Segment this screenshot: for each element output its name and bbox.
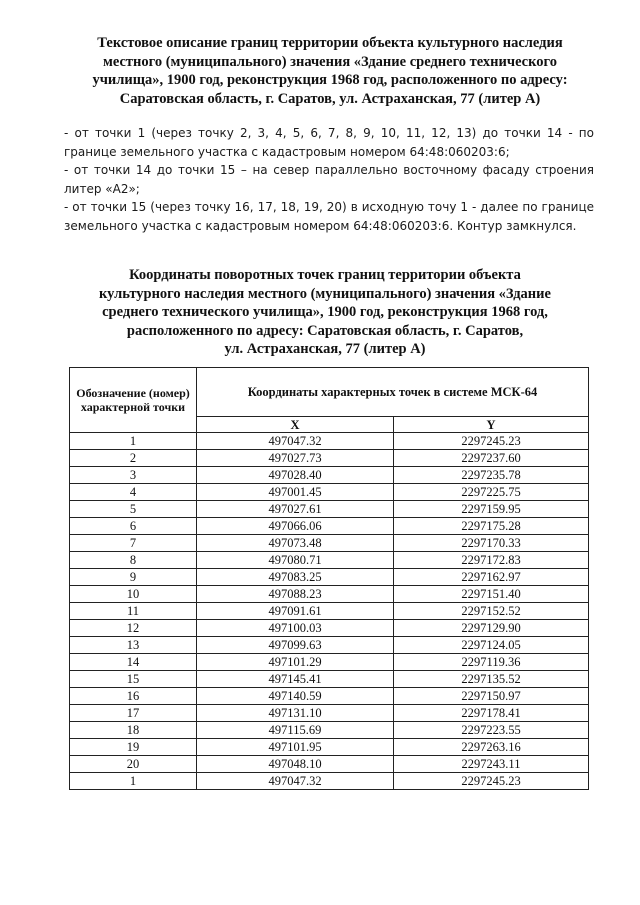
x-coordinate-cell: 497131.10	[197, 705, 394, 722]
x-coordinate-cell: 497001.45	[197, 484, 394, 501]
x-coordinate-cell: 497047.32	[197, 773, 394, 790]
title-line: Саратовская область, г. Саратов, ул. Астраханская, 77 (литер А)	[119, 90, 541, 107]
y-coordinate-cell: 2297223.55	[394, 722, 589, 739]
point-number-cell: 10	[70, 586, 197, 603]
y-coordinate-cell: 2297170.33	[394, 535, 589, 552]
point-number-cell: 5	[70, 501, 197, 518]
table-row	[70, 450, 589, 467]
y-coordinate-cell: 2297225.75	[394, 484, 589, 501]
table-row	[70, 535, 589, 552]
y-coordinate-cell: 2297243.11	[394, 756, 589, 773]
y-coordinate-cell: 2297235.78	[394, 467, 589, 484]
point-number-cell: 12	[70, 620, 197, 637]
table-row	[70, 552, 589, 569]
coordinates-table	[69, 367, 589, 790]
point-number-cell: 1	[70, 773, 197, 790]
description-paragraph: - от точки 14 до точки 15 – на север параллельно восточному фасаду строения литер «А2»;	[64, 163, 594, 196]
title-line: Текстовое описание границ территории объекта культурного наследия	[97, 35, 563, 51]
table-row	[70, 586, 589, 603]
x-coordinate-cell: 497083.25	[197, 569, 394, 586]
table-title-line: культурного наследия местного (муниципального) значения «Здание	[99, 285, 551, 302]
y-coordinate-cell: 2297237.60	[394, 450, 589, 467]
table-title-line: среднего технического училища», 1900 год, реконструкция 1968 год,	[102, 304, 548, 320]
x-coordinate-cell: 497100.03	[197, 620, 394, 637]
table-row	[70, 722, 589, 739]
point-number-cell: 17	[70, 705, 197, 722]
point-number-cell: 11	[70, 603, 197, 620]
document-title	[60, 34, 600, 108]
point-number-cell: 19	[70, 739, 197, 756]
header-point-designation: Обозначение (номер) характерной точки	[70, 368, 197, 433]
table-title-line: расположенного по адресу: Саратовская область, г. Саратов,	[126, 322, 524, 339]
table-row	[70, 467, 589, 484]
table-row	[70, 688, 589, 705]
y-coordinate-cell: 2297151.40	[394, 586, 589, 603]
description-paragraph: - от точки 1 (через точку 2, 3, 4, 5, 6, 7, 8, 9, 10, 11, 12, 13) до точки 14 - по границе земельного участка с кадастровым номером 64:48:060203:6;	[64, 126, 594, 159]
table-row	[70, 773, 589, 790]
y-coordinate-cell: 2297135.52	[394, 671, 589, 688]
x-coordinate-cell: 497101.95	[197, 739, 394, 756]
point-number-cell: 2	[70, 450, 197, 467]
point-number-cell: 18	[70, 722, 197, 739]
x-coordinate-cell: 497101.29	[197, 654, 394, 671]
point-number-cell: 3	[70, 467, 197, 484]
point-number-cell: 8	[70, 552, 197, 569]
x-coordinate-cell: 497047.32	[197, 433, 394, 450]
table-row	[70, 671, 589, 688]
point-number-cell: 16	[70, 688, 197, 705]
table-title-line: ул. Астраханская, 77 (литер А)	[224, 341, 426, 357]
x-coordinate-cell: 497027.73	[197, 450, 394, 467]
description-paragraph: - от точки 15 (через точку 16, 17, 18, 19, 20) в исходную точу 1 - далее по границе земельного участка с кадастровым номером 64:48:060203:6. Контур замкнулся.	[64, 200, 594, 233]
coordinates-table-body	[70, 433, 589, 790]
table-row	[70, 620, 589, 637]
y-coordinate-cell: 2297150.97	[394, 688, 589, 705]
table-row	[70, 569, 589, 586]
x-coordinate-cell: 497099.63	[197, 637, 394, 654]
header-x: X	[197, 417, 394, 433]
x-coordinate-cell: 497073.48	[197, 535, 394, 552]
point-number-cell: 13	[70, 637, 197, 654]
point-number-cell: 6	[70, 518, 197, 535]
y-coordinate-cell: 2297129.90	[394, 620, 589, 637]
x-coordinate-cell: 497066.06	[197, 518, 394, 535]
y-coordinate-cell: 2297152.52	[394, 603, 589, 620]
x-coordinate-cell: 497027.61	[197, 501, 394, 518]
table-row	[70, 433, 589, 450]
y-coordinate-cell: 2297245.23	[394, 433, 589, 450]
table-row	[70, 501, 589, 518]
x-coordinate-cell: 497145.41	[197, 671, 394, 688]
point-number-cell: 7	[70, 535, 197, 552]
x-coordinate-cell: 497080.71	[197, 552, 394, 569]
table-row	[70, 518, 589, 535]
table-row	[70, 756, 589, 773]
x-coordinate-cell: 497088.23	[197, 586, 394, 603]
y-coordinate-cell: 2297119.36	[394, 654, 589, 671]
table-row	[70, 484, 589, 501]
y-coordinate-cell: 2297263.16	[394, 739, 589, 756]
table-title	[70, 266, 580, 359]
x-coordinate-cell: 497140.59	[197, 688, 394, 705]
x-coordinate-cell: 497115.69	[197, 722, 394, 739]
x-coordinate-cell: 497091.61	[197, 603, 394, 620]
y-coordinate-cell: 2297178.41	[394, 705, 589, 722]
boundary-description	[64, 124, 594, 236]
x-coordinate-cell: 497028.40	[197, 467, 394, 484]
point-number-cell: 9	[70, 569, 197, 586]
y-coordinate-cell: 2297124.05	[394, 637, 589, 654]
point-number-cell: 1	[70, 433, 197, 450]
x-coordinate-cell: 497048.10	[197, 756, 394, 773]
y-coordinate-cell: 2297245.23	[394, 773, 589, 790]
table-row	[70, 739, 589, 756]
point-number-cell: 4	[70, 484, 197, 501]
table-row	[70, 654, 589, 671]
y-coordinate-cell: 2297162.97	[394, 569, 589, 586]
table-row	[70, 637, 589, 654]
point-number-cell: 14	[70, 654, 197, 671]
table-row	[70, 603, 589, 620]
title-line: местного (муниципального) значения «Здание среднего технического	[102, 53, 558, 70]
y-coordinate-cell: 2297159.95	[394, 501, 589, 518]
header-coordinate-system: Координаты характерных точек в системе МСК-64	[197, 368, 589, 417]
header-y: Y	[394, 417, 589, 433]
point-number-cell: 20	[70, 756, 197, 773]
title-line: училища», 1900 год, реконструкция 1968 год, расположенного по адресу:	[92, 72, 568, 88]
table-title-line: Координаты поворотных точек границ территории объекта	[129, 267, 521, 283]
y-coordinate-cell: 2297175.28	[394, 518, 589, 535]
point-number-cell: 15	[70, 671, 197, 688]
table-row	[70, 705, 589, 722]
y-coordinate-cell: 2297172.83	[394, 552, 589, 569]
